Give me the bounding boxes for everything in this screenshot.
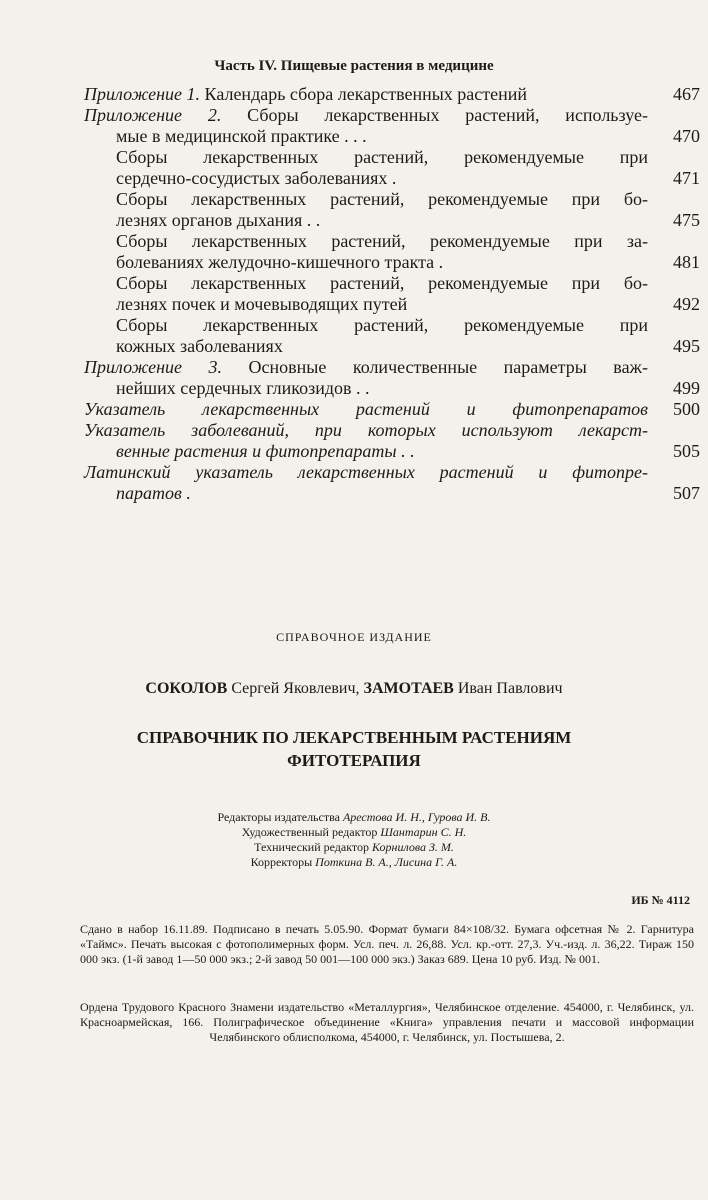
toc-page-number: 507 (673, 483, 700, 503)
author-surname: ЗАМОТАЕВ (363, 680, 454, 697)
toc-entry (84, 189, 700, 231)
toc-entry-text: венные растения и фитопрепараты . . (116, 441, 415, 461)
toc-entry-text: нейших сердечных гликозидов . . (116, 378, 370, 398)
credit-names: Корнилова З. М. (371, 840, 454, 854)
toc-entry-lead: Приложение 3. (84, 357, 223, 377)
credit-line (0, 825, 708, 840)
toc-entry (84, 84, 700, 105)
toc-page-number: 471 (673, 168, 700, 188)
toc-entry-text: Основные количественные параметры важ- (248, 357, 648, 377)
toc-entry-text: Сборы лекарственных растений, рекомендуемые при (116, 147, 648, 167)
toc-entry-text: сердечно-сосудистых заболеваниях . (116, 168, 397, 188)
imprint-label: СПРАВОЧНОЕ ИЗДАНИЕ (276, 630, 432, 644)
toc-entry-text: лезнях почек и мочевыводящих путей (116, 294, 408, 314)
toc-entry (84, 462, 700, 504)
toc-page-number: 495 (673, 336, 700, 356)
toc-entry (84, 231, 700, 273)
book-subtitle: ФИТОТЕРАПИЯ (287, 751, 421, 770)
toc-entry (84, 420, 700, 462)
author-surname: СОКОЛОВ (145, 680, 228, 697)
toc-entry-text: Сборы лекарственных растений, рекомендуемые при бо- (116, 273, 648, 293)
toc-entry-text: Указатель заболеваний, при которых используют лекарст- (84, 420, 648, 440)
credit-role: Редакторы издательства (217, 810, 340, 824)
toc-page-number: 467 (673, 84, 700, 104)
toc-page-number: 470 (673, 126, 700, 146)
printing-info: Сдано в набор 16.11.89. Подписано в печать 5.05.90. Формат бумаги 84×108/32. Бумага офсетная № 2. Гарнитура «Таймс». Печать высокая с фотополимерных форм. Усл. печ. л. 26,88. Усл. кр.-отт. 27,3. Уч.-изд. л. 36,22. Тираж 150 000 экз. (1-й завод 1—50 000 экз.; 2-й завод 50 001—100 000 экз.) Заказ 689. Цена 10 руб. Изд. № 001. (80, 922, 694, 966)
toc-entry (84, 273, 700, 315)
book-title-line: СПРАВОЧНИК ПО ЛЕКАРСТВЕННЫМ РАСТЕНИЯМ (136, 728, 572, 747)
toc-page-number: 481 (673, 252, 700, 272)
ib-number: ИБ № 4112 (631, 893, 690, 907)
credit-role: Художественный редактор (241, 825, 378, 839)
credit-role: Корректоры (250, 855, 313, 869)
toc-entry (84, 147, 700, 189)
credit-names: Арестова И. Н., Гурова И. В. (342, 810, 491, 824)
toc-entry-text: Сборы лекарственных растений, рекомендуемые при (116, 315, 648, 335)
author-given-names: Иван Павлович (457, 680, 563, 697)
credit-line (0, 855, 708, 870)
toc-entry-text: Латинский указатель лекарственных растений и фитопре- (84, 462, 648, 482)
toc-entry (84, 315, 700, 357)
toc-page-number: 499 (673, 378, 700, 398)
toc-page-number: 475 (673, 210, 700, 230)
credit-line (0, 810, 708, 825)
credit-role: Технический редактор (254, 840, 369, 854)
authors (0, 680, 708, 698)
toc-entry-lead: Приложение 1. (84, 84, 201, 104)
toc-entry (84, 105, 700, 147)
credit-line (0, 840, 708, 855)
toc-entry-text: лезнях органов дыхания . . (116, 210, 321, 230)
toc-page-number: 505 (673, 441, 700, 461)
toc-entry-text: Сборы лекарственных растений, рекомендуемые при бо- (116, 189, 648, 209)
toc-entry-text: Календарь сбора лекарственных растений (204, 84, 528, 104)
toc-entry-text: болеваниях желудочно-кишечного тракта . (116, 252, 444, 272)
toc-entry-text: Сборы лекарственных растений, используе- (247, 105, 648, 125)
credit-names: Шантарин С. Н. (380, 825, 467, 839)
toc-entry-text: кожных заболеваниях (116, 336, 283, 356)
toc-entry (84, 357, 700, 399)
book-title (0, 726, 708, 772)
toc-entry-lead: Приложение 2. (84, 105, 222, 125)
credit-names: Поткина В. А., Лисина Г. А. (315, 855, 458, 869)
part-heading: Часть IV. Пищевые растения в медицине (214, 58, 494, 74)
editorial-credits (0, 810, 708, 870)
toc-entry-text: Указатель лекарственных растений и фитопрепаратов (84, 399, 648, 419)
toc-page-number: 492 (673, 294, 700, 314)
toc-entry-text: мые в медицинской практике . . . (116, 126, 367, 146)
toc-page-number: 500 (673, 399, 700, 419)
publisher-info: Ордена Трудового Красного Знамени издательство «Металлургия», Челябинское отделение. 454000, г. Челябинск, ул. Красноармейская, 166. Полиграфическое объединение «Книга» управления печати и массовой информации Челябинского облисполкома, 454000, г. Челябинск, ул. Постышева, 2. (80, 1000, 694, 1044)
author-given-names: Сергей Яковлевич, (231, 680, 360, 697)
toc-entry (84, 399, 700, 420)
toc-entry-text: паратов . (116, 483, 191, 503)
table-of-contents (84, 84, 700, 504)
toc-entry-text: Сборы лекарственных растений, рекомендуемые при за- (116, 231, 648, 251)
